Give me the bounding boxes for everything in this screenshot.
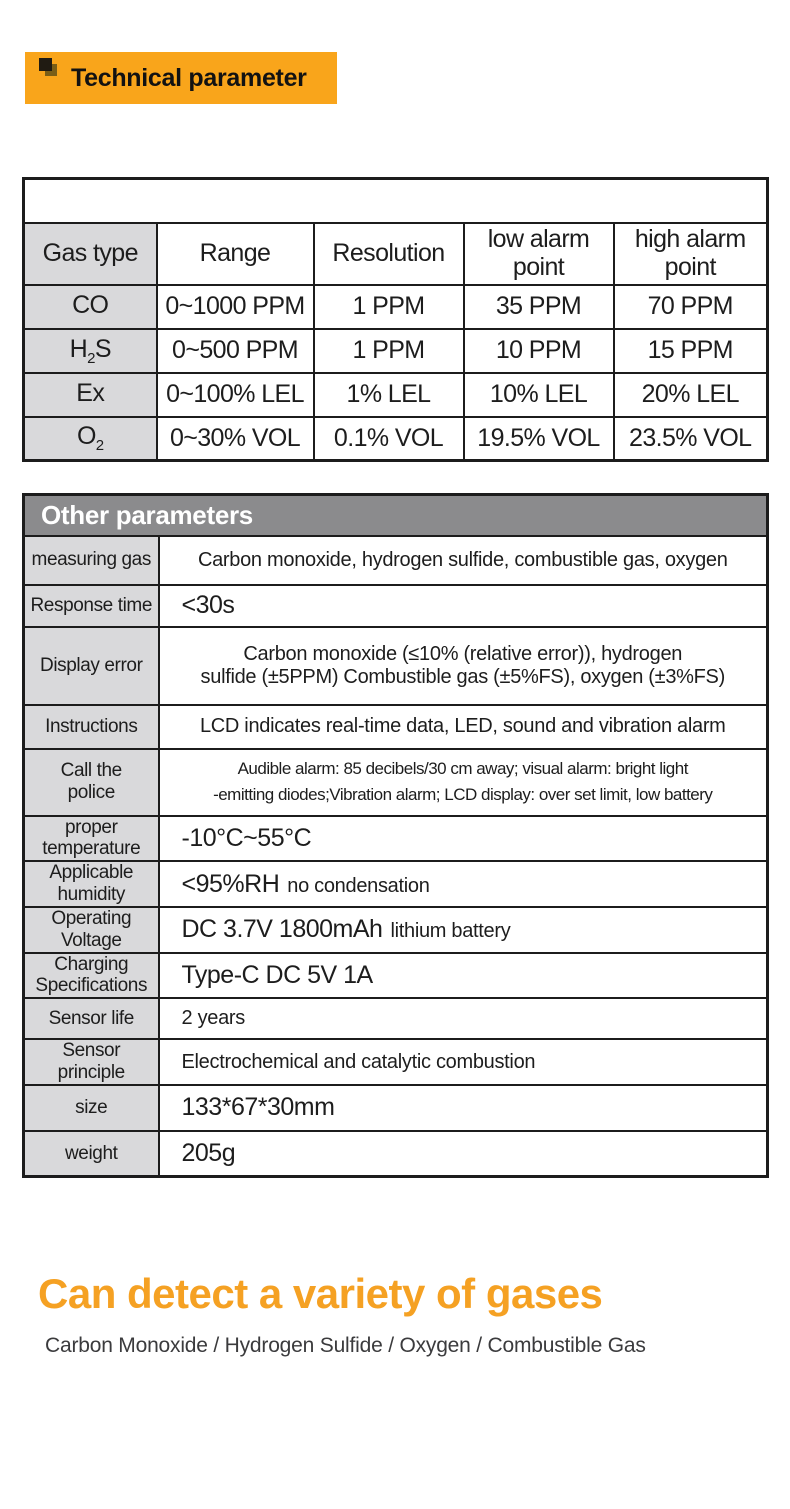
param-row-applicable-humidity (24, 861, 768, 907)
low-alarm-cell: 10 PPM (464, 329, 614, 373)
other-table-title-row (24, 495, 768, 536)
col-header-high-alarm: high alarm point (614, 223, 768, 285)
col-header-low-alarm: low alarm point (464, 223, 614, 285)
param-row-measuring-gas (24, 536, 768, 585)
banner-title: Technical parameter (71, 63, 307, 92)
other-parameters-table (22, 493, 769, 1178)
param-label: Call the police (24, 749, 159, 816)
col-header-resolution: Resolution (314, 223, 464, 285)
param-row-size (24, 1085, 768, 1131)
square-main (39, 58, 52, 71)
resolution-cell: 1 PPM (314, 329, 464, 373)
param-row-operating-voltage (24, 907, 768, 953)
value-main: DC 3.7V 1800mAh (181, 915, 383, 944)
range-cell: 0~500 PPM (157, 329, 314, 373)
gas-type-cell: CO (24, 285, 157, 329)
param-label: Response time (24, 585, 159, 627)
param-row-sensor-life (24, 998, 768, 1039)
param-value (159, 907, 768, 953)
squares-bullet-icon (39, 58, 63, 82)
gas-table-title-row (24, 179, 768, 223)
param-label: Display error (24, 627, 159, 705)
param-label: weight (24, 1131, 159, 1177)
gas-table-title: Common gas detection range (24, 179, 768, 223)
param-row-display-error (24, 627, 768, 705)
param-label: Sensor life (24, 998, 159, 1039)
footer-headline: Can detect a variety of gases (38, 1270, 603, 1318)
low-alarm-cell: 19.5% VOL (464, 417, 614, 461)
gas-type-cell: $O_2$ (24, 417, 157, 461)
col-header-range: Range (157, 223, 314, 285)
range-cell: 0~30% VOL (157, 417, 314, 461)
param-value: 205g (159, 1131, 768, 1177)
param-label: Instructions (24, 705, 159, 749)
col-header-gas-type: Gas type (24, 223, 157, 285)
param-row-sensor-principle (24, 1039, 768, 1085)
high-alarm-cell: 70 PPM (614, 285, 768, 329)
param-value: Carbon monoxide, hydrogen sulfide, combustible gas, oxygen (159, 536, 768, 585)
gas-row-h2s (24, 329, 768, 373)
gas-type-cell: $H_2S$ (24, 329, 157, 373)
low-alarm-cell: 10% LEL (464, 373, 614, 417)
param-value: <30s (159, 585, 768, 627)
other-table-title: Other parameters (24, 495, 768, 536)
gas-type-cell: Ex (24, 373, 157, 417)
param-value: Type-C DC 5V 1A (159, 953, 768, 999)
param-row-instructions (24, 705, 768, 749)
gas-row-co (24, 285, 768, 329)
range-cell: 0~100% LEL (157, 373, 314, 417)
param-value: 2 years (159, 998, 768, 1039)
param-label: measuring gas (24, 536, 159, 585)
param-value (159, 749, 768, 816)
value-line-2: sulfide (±5PPM) Combustible gas (±5%FS), oxygen (±3%FS) (200, 665, 725, 688)
param-label: Applicable humidity (24, 861, 159, 907)
param-value: 133*67*30mm (159, 1085, 768, 1131)
value-line-1: Audible alarm: 85 decibels/30 cm away; visual alarm: bright light (237, 758, 688, 778)
resolution-cell: 1 PPM (314, 285, 464, 329)
param-row-weight (24, 1131, 768, 1177)
high-alarm-cell: 15 PPM (614, 329, 768, 373)
param-label: Operating Voltage (24, 907, 159, 953)
value-line-2: -emitting diodes;Vibration alarm; LCD display: over set limit, low battery (213, 785, 713, 804)
range-cell: 0~1000 PPM (157, 285, 314, 329)
param-row-proper-temperature (24, 816, 768, 862)
param-value: LCD indicates real-time data, LED, sound and vibration alarm (159, 705, 768, 749)
gas-row-ex (24, 373, 768, 417)
param-value: -10°C~55°C (159, 816, 768, 862)
value-line-1: Carbon monoxide (≤10% (relative error)), hydrogen (243, 642, 683, 665)
high-alarm-cell: 20% LEL (614, 373, 768, 417)
param-label: proper temperature (24, 816, 159, 862)
gas-row-o2 (24, 417, 768, 461)
low-alarm-cell: 35 PPM (464, 285, 614, 329)
param-label: Sensor principle (24, 1039, 159, 1085)
gas-detection-table (22, 177, 769, 462)
technical-parameter-banner (25, 52, 337, 104)
footer-subtitle: Carbon Monoxide / Hydrogen Sulfide / Oxygen / Combustible Gas (45, 1334, 646, 1358)
param-value: Electrochemical and catalytic combustion (159, 1039, 768, 1085)
param-row-charging-specifications (24, 953, 768, 999)
param-label: size (24, 1085, 159, 1131)
param-row-response-time (24, 585, 768, 627)
resolution-cell: 0.1% VOL (314, 417, 464, 461)
param-row-alarm (24, 749, 768, 816)
gas-table-header-row (24, 223, 768, 285)
value-suffix: lithium battery (390, 920, 511, 943)
resolution-cell: 1% LEL (314, 373, 464, 417)
param-value (159, 861, 768, 907)
value-main: <95%RH (181, 869, 280, 898)
high-alarm-cell: 23.5% VOL (614, 417, 768, 461)
value-suffix: no condensation (287, 874, 430, 897)
param-label: Charging Specifications (24, 953, 159, 999)
param-value (159, 627, 768, 705)
